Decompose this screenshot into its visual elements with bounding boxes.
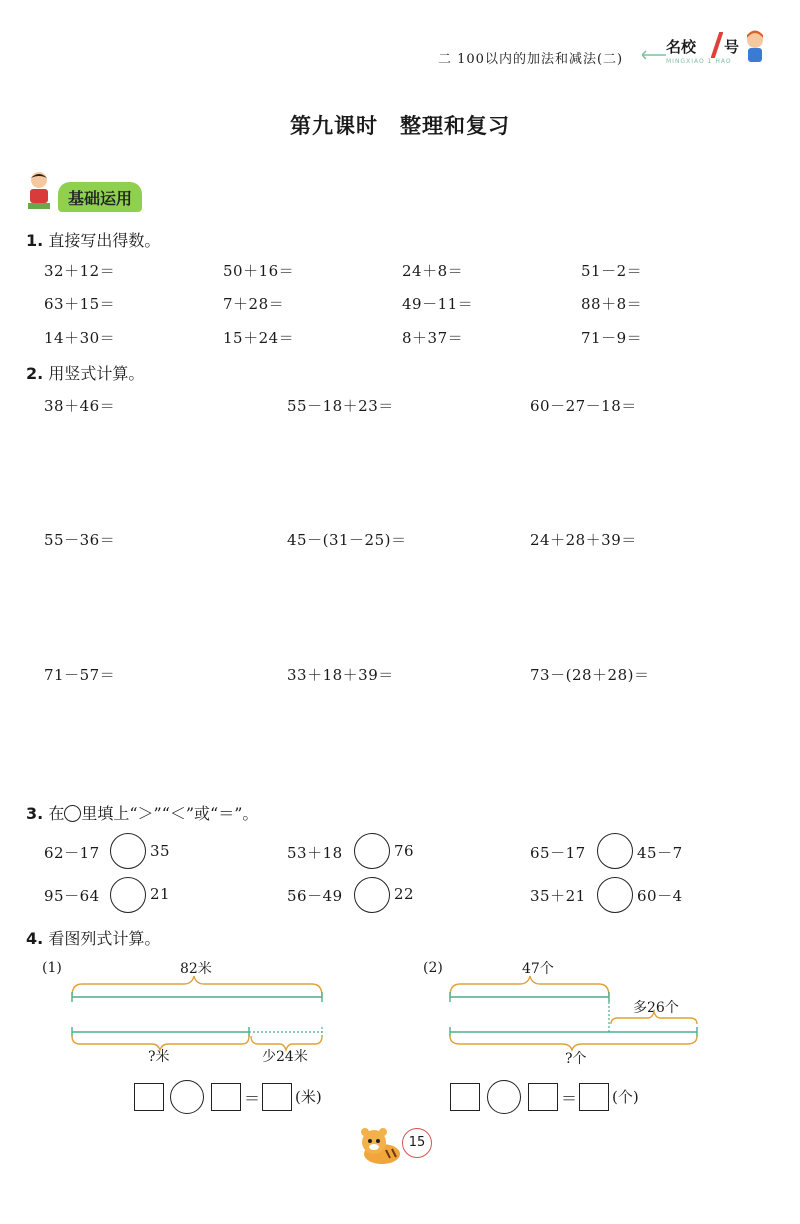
q1-expr: 15＋24＝	[223, 329, 295, 347]
brace-top	[72, 976, 322, 996]
answer-box[interactable]	[134, 1083, 164, 1111]
q4-part2-unit: (个)	[612, 1088, 639, 1106]
q4-part2-label: (2)	[423, 960, 443, 976]
answer-operator-circle[interactable]	[170, 1080, 204, 1114]
q4-part1-unknown: ?米	[148, 1049, 170, 1065]
equals-sign: ＝	[244, 1089, 261, 1108]
q4-part1-diagram	[66, 972, 328, 1052]
q1-expr: 49－11＝	[402, 295, 474, 313]
page-number: 15	[402, 1128, 432, 1158]
q3-prompt-after: 里填上“＞”“＜”或“＝”。	[81, 804, 259, 823]
q2-expr: 55－18＋23＝	[287, 397, 394, 415]
answer-box[interactable]	[211, 1083, 241, 1111]
q4-number: 4.	[26, 929, 44, 948]
q2-expr: 73－(28＋28)＝	[530, 666, 650, 684]
compare-circle[interactable]	[597, 877, 633, 913]
q4-part1-less: 少24米	[262, 1049, 308, 1065]
q3-left-expr: 53＋18	[287, 844, 343, 862]
equals-sign: ＝	[561, 1089, 578, 1108]
answer-box[interactable]	[579, 1083, 609, 1111]
banner-label: 基础运用	[58, 182, 142, 212]
q2-heading	[26, 361, 144, 384]
brand-text-right: 号	[724, 38, 740, 56]
q1-prompt: 直接写出得数。	[48, 231, 161, 250]
q4-part1-total: 82米	[180, 961, 212, 977]
answer-box[interactable]	[528, 1083, 558, 1111]
q3-right-expr: 21	[150, 885, 171, 903]
q3-right-expr: 45－7	[637, 844, 683, 862]
q2-expr: 38＋46＝	[44, 397, 116, 415]
arrow-feather-icon	[642, 50, 668, 60]
brace-more	[611, 1012, 697, 1024]
q4-part1-unit: (米)	[295, 1088, 322, 1106]
q1-expr: 71－9＝	[581, 329, 643, 347]
q3-prompt-before: 在	[48, 804, 65, 823]
brand-logo	[642, 30, 768, 76]
q3-right-expr: 35	[150, 842, 171, 860]
q4-part1-label: (1)	[42, 960, 62, 976]
compare-circle[interactable]	[110, 877, 146, 913]
q2-prompt: 用竖式计算。	[48, 364, 145, 383]
q1-expr: 88＋8＝	[581, 295, 643, 313]
compare-circle[interactable]	[110, 833, 146, 869]
q4-prompt: 看图列式计算。	[48, 929, 161, 948]
q3-right-expr: 60－4	[637, 887, 683, 905]
compare-circle[interactable]	[354, 877, 390, 913]
q4-part2-top: 47个	[522, 961, 554, 977]
q4-heading	[26, 926, 160, 949]
q1-expr: 14＋30＝	[44, 329, 116, 347]
q2-expr: 24＋28＋39＝	[530, 531, 637, 549]
brand-text-left: 名校	[666, 38, 697, 56]
q1-expr: 7＋28＝	[223, 295, 285, 313]
q4-part2-diagram	[446, 972, 704, 1052]
q1-expr: 50＋16＝	[223, 262, 295, 280]
answer-operator-circle[interactable]	[487, 1080, 521, 1114]
q2-number: 2.	[26, 364, 44, 383]
q1-expr: 8＋37＝	[402, 329, 464, 347]
answer-box[interactable]	[450, 1083, 480, 1111]
q4-part2-unknown: ?个	[565, 1051, 587, 1067]
q3-left-expr: 95－64	[44, 887, 100, 905]
brace-top	[450, 976, 609, 996]
q3-left-expr: 65－17	[530, 844, 586, 862]
q2-expr: 60－27－18＝	[530, 397, 637, 415]
q3-left-expr: 56－49	[287, 887, 343, 905]
q1-expr: 32＋12＝	[44, 262, 116, 280]
q3-number: 3.	[26, 804, 44, 823]
q3-right-expr: 76	[394, 842, 415, 860]
q3-left-expr: 62－17	[44, 844, 100, 862]
q2-expr: 71－57＝	[44, 666, 116, 684]
page-title: 第九课时 整理和复习	[290, 114, 510, 138]
q1-expr: 63＋15＝	[44, 295, 116, 313]
circle-symbol-icon	[64, 805, 81, 822]
q1-expr: 24＋8＝	[402, 262, 464, 280]
kid-reading-icon	[24, 170, 54, 212]
q1-expr: 51－2＝	[581, 262, 643, 280]
q2-expr: 55－36＝	[44, 531, 116, 549]
compare-circle[interactable]	[597, 833, 633, 869]
tiger-mascot-icon	[356, 1124, 404, 1166]
q2-expr: 45－(31－25)＝	[287, 531, 407, 549]
answer-box[interactable]	[262, 1083, 292, 1111]
compare-circle[interactable]	[354, 833, 390, 869]
q1-number: 1.	[26, 231, 44, 250]
q2-expr: 33＋18＋39＝	[287, 666, 394, 684]
q1-heading	[26, 228, 160, 251]
q3-right-expr: 22	[394, 885, 415, 903]
brand-subtitle: MINGXIAO 1 HAO	[666, 58, 732, 65]
q3-heading	[26, 801, 258, 824]
q3-left-expr: 35＋21	[530, 887, 586, 905]
q4-part2-more: 多26个	[633, 1000, 679, 1016]
chapter-header: 二 100以内的加法和减法(二)	[438, 52, 624, 67]
boy-mascot-icon	[742, 30, 768, 64]
section-banner	[22, 170, 172, 214]
